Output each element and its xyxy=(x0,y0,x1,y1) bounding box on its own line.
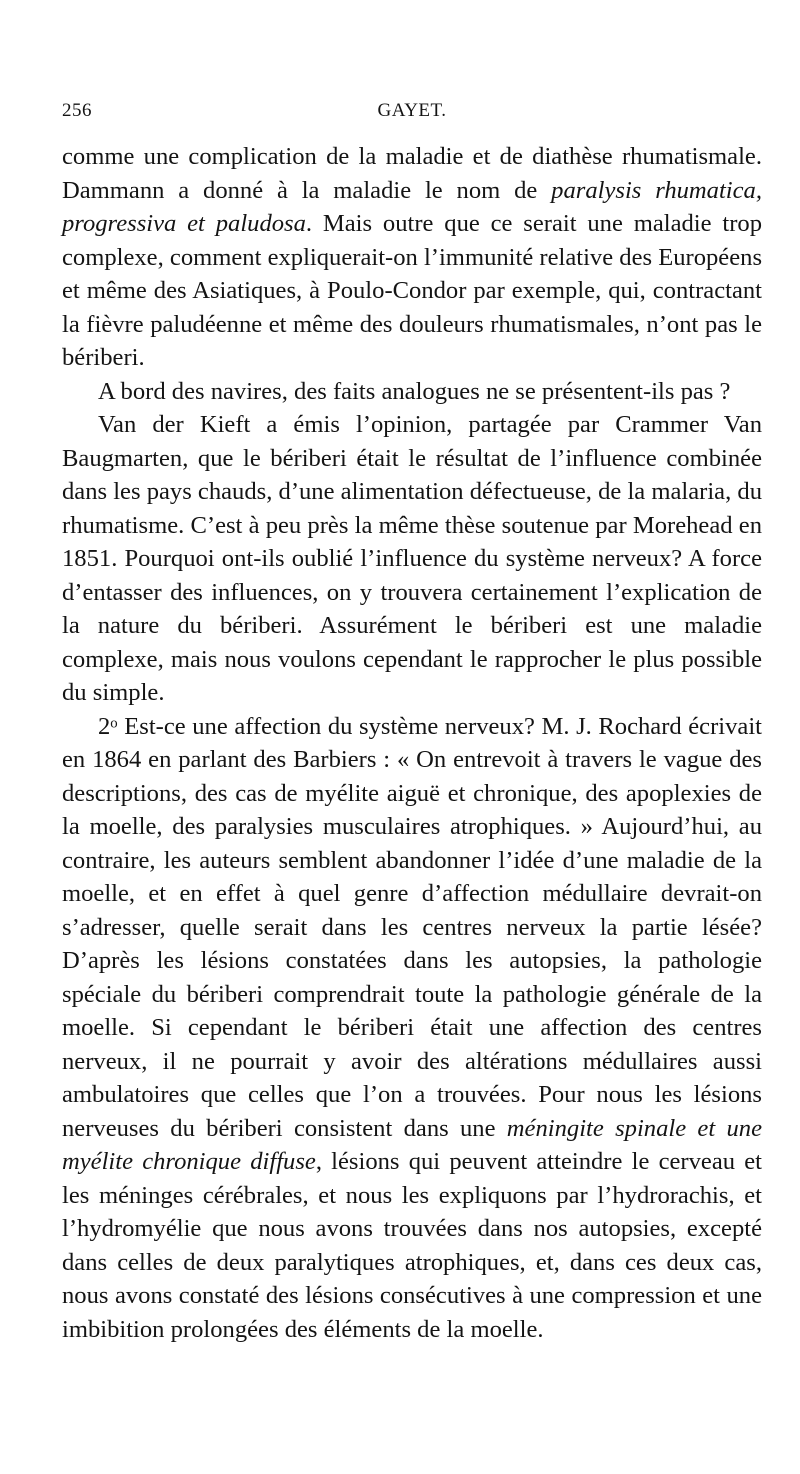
paragraph xyxy=(62,710,762,1347)
page-number: 256 xyxy=(62,100,92,121)
text-run: 2 xyxy=(98,712,111,740)
paragraph xyxy=(62,375,762,409)
text-run: , lésions qui peuvent atteindre le cerveau et les méninges cérébrales, et nous les expliquons par l’hydrorachis, et l’hydromyélie que nous avons trouvées dans nos autopsies, excepté dans celles de deux paralytiques atrophiques, et, dans ces deux cas, nous avons constaté des lésions consécutives à une compression et une imbibition prolongées des éléments de la moelle. xyxy=(62,1148,762,1343)
ordinal-superscript: o xyxy=(110,714,118,731)
text-run: comme une complication de la maladie et de diathèse rhumatismale. Dammann a donné à la maladie le nom de xyxy=(62,143,762,204)
text-run: A bord des navires, des faits analogues ne se présentent-ils pas ? xyxy=(98,377,731,405)
body-text xyxy=(62,140,762,1346)
running-title: GAYET. xyxy=(377,100,447,121)
text-run: Van der Kieft a émis l’opinion, partagée par Crammer Van Baugmarten, que le bériberi était le résultat de l’influence combinée dans les pays chauds, d’une alimentation défectueuse, de la malaria, du rhumatisme. C’est à peu près la même thèse soutenue par Morehead en 1851. Pourquoi ont-ils oublié l’influence du système nerveux? A force d’entasser des influences, on y trouvera certainement l’explication de la nature du bériberi. Assurément le bériberi est une maladie complexe, mais nous voulons cependant le rapprocher le plus possible du simple. xyxy=(62,411,762,706)
paragraph xyxy=(62,408,762,710)
text-run: Est-ce une affection du système nerveux? M. J. Rochard écrivait en 1864 en parlant des Barbiers : « On entrevoit à travers le vague des descriptions, des cas de myélite aiguë et chronique, des apoplexies de la moelle, des paralysies musculaires atrophiques. » Aujourd’hui, au contraire, les auteurs semblent abandonner l’idée d’une maladie de la moelle, et en effet à quel genre d’affection médullaire devrait-on s’adresser, quelle serait dans les centres nerveux la partie lésée? D’après les lésions constatées dans les autopsies, la pathologie spéciale du bériberi comprendrait toute la pathologie générale de la moelle. Si cependant le bériberi était une affection des centres nerveux, il ne pourrait y avoir des altérations médullaires aussi ambulatoires que celles que l’on a trouvées. Pour nous les lésions nerveuses du bériberi consistent dans une xyxy=(62,712,762,1142)
text-run: . Mais outre que ce serait une maladie trop complexe, comment expliquerait-on l’immunité relative des Européens et même des Asiatiques, à Poulo-Condor par exemple, qui, contractant la fièvre paludéenne et même des douleurs rhumatismales, n’ont pas le bériberi. xyxy=(62,210,763,371)
paragraph xyxy=(62,140,762,375)
running-header xyxy=(62,100,762,140)
italic-text: paralysis rhumatica, progressiva et paludosa xyxy=(62,176,762,237)
italic-text: méningite spinale et une myélite chronique diffuse xyxy=(62,1114,762,1175)
